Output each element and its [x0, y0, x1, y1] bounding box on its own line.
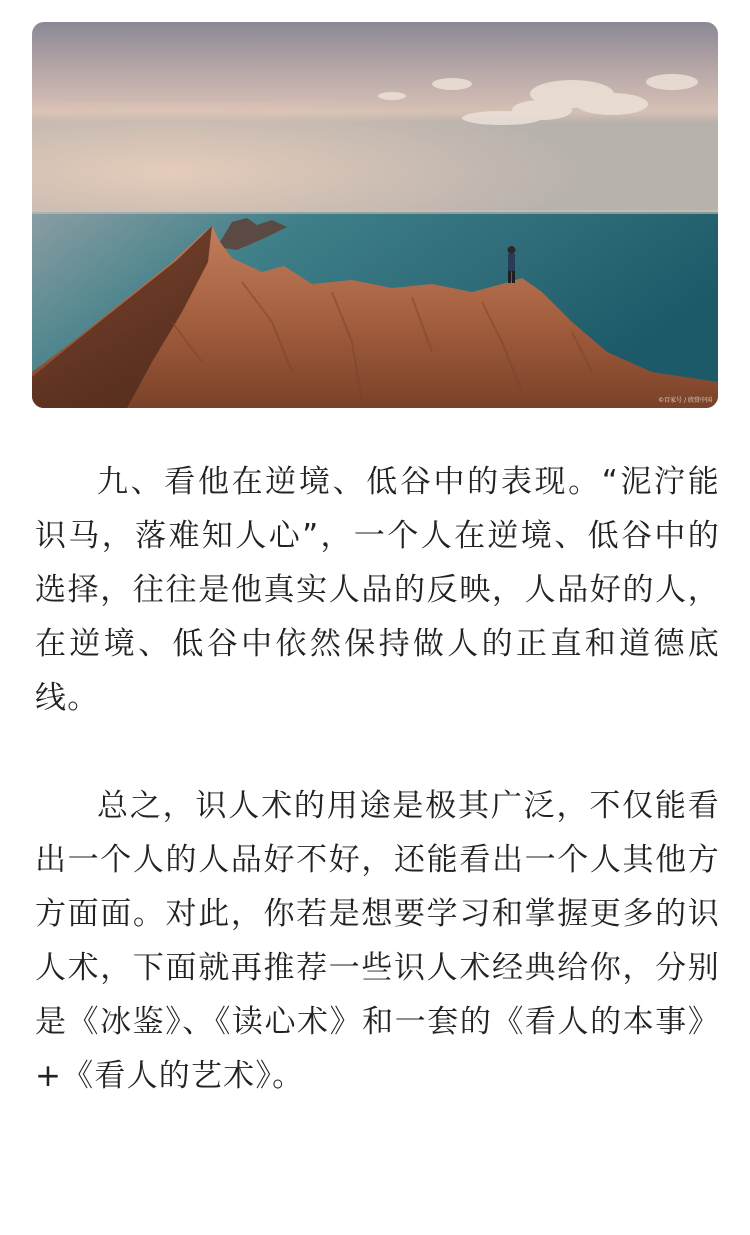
photo-watermark: ©百家号 / 欣赏中国 [658, 397, 712, 404]
coastal-cliff-photo-icon [32, 22, 718, 408]
article-paragraph: 总之，识人术的用途是极其广泛，不仅能看出一个人的人品好不好，还能看出一个人其他方方面面。对此，你若是想要学习和掌握更多的识人术，下面就再推荐一些识人术经典给你，分别是《冰鉴》、《读心术》和一套的《看人的本事》+《看人的艺术》。 [35, 788, 720, 1094]
article-body [35, 455, 720, 1103]
article-photo [32, 22, 718, 408]
article-paragraph: 九、看他在逆境、低谷中的表现。“泥泞能识马，落难知人心”，一个人在逆境、低谷中的选择，往往是他真实人品的反映，人品好的人，在逆境、低谷中依然保持做人的正直和道德底线。 [35, 464, 720, 716]
